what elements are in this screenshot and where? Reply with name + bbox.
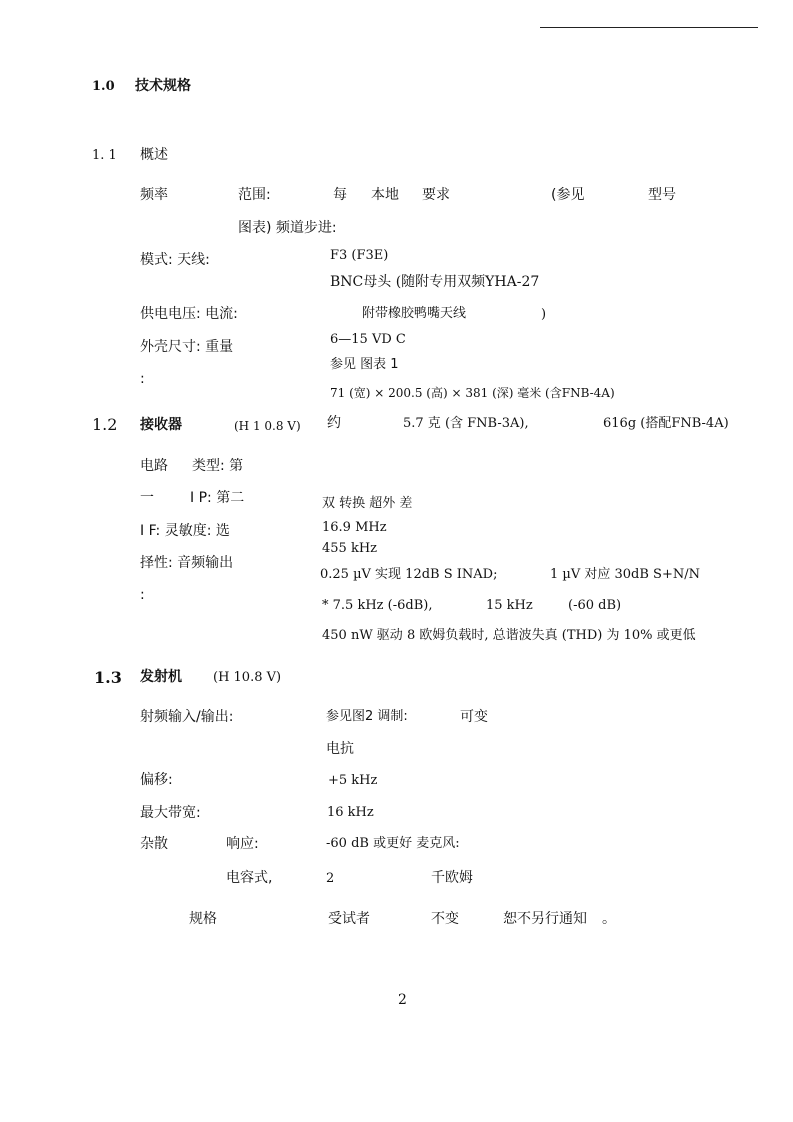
voltage-value: 6—15 VD C <box>330 332 406 347</box>
audio-output-value: 450 nW 驱动 8 欧姆负载时, 总谐波失真 (THD) 为 10% 或更低 <box>322 628 696 643</box>
if-sensitivity-label: I F: 灵敏度: 选 <box>140 523 230 539</box>
bandwidth-label: 最大带宽: <box>140 805 201 821</box>
chart-step-text: 图表) 频道步进: <box>238 220 337 236</box>
voltage-current-label: 供电电压: 电流: <box>140 306 238 322</box>
mic-type: 电容式, <box>226 870 273 886</box>
page-number: 2 <box>398 992 407 1008</box>
spurious-value-mic: -60 dB 或更好 麦克风: <box>326 836 460 851</box>
antenna-paren: ) <box>541 307 547 322</box>
freq-word-3: 要求 <box>422 187 450 203</box>
note-specs: 规格 <box>189 911 217 927</box>
selectivity-60db: (-60 dB) <box>568 598 622 613</box>
bandwidth-value: 16 kHz <box>327 805 374 820</box>
modulation-variable: 可变 <box>460 709 488 725</box>
case-value: 71 (宽) × 200.5 (高) × 381 (深) 毫米 (含FNB-4A) <box>330 386 615 400</box>
freq-range-label: 范围: <box>238 187 271 203</box>
section-number-1-0: 1.0 <box>92 79 115 94</box>
response-label: 响应: <box>226 836 259 852</box>
if-value: 455 kHz <box>322 541 378 556</box>
audio-colon: : <box>140 587 145 603</box>
freq-ref: (参见 <box>551 187 585 203</box>
modulation-reactance: 电抗 <box>326 741 354 757</box>
section-number-1-3: 1.3 <box>94 668 122 687</box>
freq-word-1: 每 <box>333 187 347 203</box>
rf-io-label: 射频输入/输出: <box>140 709 234 725</box>
header-rule <box>540 27 758 28</box>
note-period: 。 <box>602 911 616 927</box>
mic-impedance-unit: 千欧姆 <box>431 870 473 886</box>
section-title-1-0: 技术规格 <box>135 78 191 94</box>
mode-value: F3 (F3E) <box>330 248 389 263</box>
antenna-value-2: 附带橡胶鸭嘴天线 <box>362 306 467 321</box>
mode-antenna-label: 模式: 天线: <box>140 252 210 268</box>
weight-fnb4a: 616g (搭配FNB-4A) <box>603 416 729 431</box>
mic-impedance-number: 2 <box>326 871 335 886</box>
selectivity-audio-label: 择性: 音频输出 <box>140 555 234 571</box>
ip-label: I P: 第二 <box>190 490 245 506</box>
current-value: 参见 图表 1 <box>330 357 399 372</box>
circuit-label: 电路 <box>140 458 168 474</box>
type-label: 类型: 第 <box>192 458 244 474</box>
freq-model: 型号 <box>648 187 676 203</box>
sensitivity-30db: 1 µV 对应 30dB S+N/N <box>550 567 700 582</box>
section-number-1-1: 1. 1 <box>92 148 117 163</box>
receiver-voltage: (H 1 0.8 V) <box>234 419 301 433</box>
note-unchanged: 不变 <box>431 911 459 927</box>
spurious-label: 杂散 <box>140 836 168 852</box>
section-title-1-1: 概述 <box>140 147 168 163</box>
weight-approx: 约 <box>327 415 341 431</box>
note-subject: 受试者 <box>328 911 370 927</box>
antenna-value: BNC母头 (随附专用双频YHA-27 <box>330 274 540 290</box>
freq-word-2: 本地 <box>371 187 399 203</box>
case-colon: : <box>140 371 145 387</box>
ip-value: 16.9 MHz <box>322 520 387 535</box>
type-value: 双 转换 超外 差 <box>322 496 413 511</box>
selectivity-6db: * 7.5 kHz (-6dB), <box>322 598 433 613</box>
section-number-1-2: 1.2 <box>92 415 118 434</box>
note-no-notice: 恕不另行通知 <box>503 911 587 927</box>
section-title-1-2: 接收器 <box>140 417 182 433</box>
section-title-1-3: 发射机 <box>140 669 182 685</box>
deviation-label: 偏移: <box>140 772 173 788</box>
freq-label: 频率 <box>140 187 168 203</box>
first-label: 一 <box>140 490 154 506</box>
weight-fnb3a: 5.7 克 (含 FNB-3A), <box>403 416 529 431</box>
transmitter-voltage: (H 10.8 V) <box>213 670 282 685</box>
sensitivity-12db: 0.25 µV 实现 12dB S INAD; <box>320 567 498 582</box>
deviation-value: +5 kHz <box>328 773 378 788</box>
selectivity-15khz: 15 kHz <box>486 598 533 613</box>
case-weight-label: 外壳尺寸: 重量 <box>140 339 234 355</box>
rf-value-modulation: 参见图2 调制: <box>326 709 408 724</box>
